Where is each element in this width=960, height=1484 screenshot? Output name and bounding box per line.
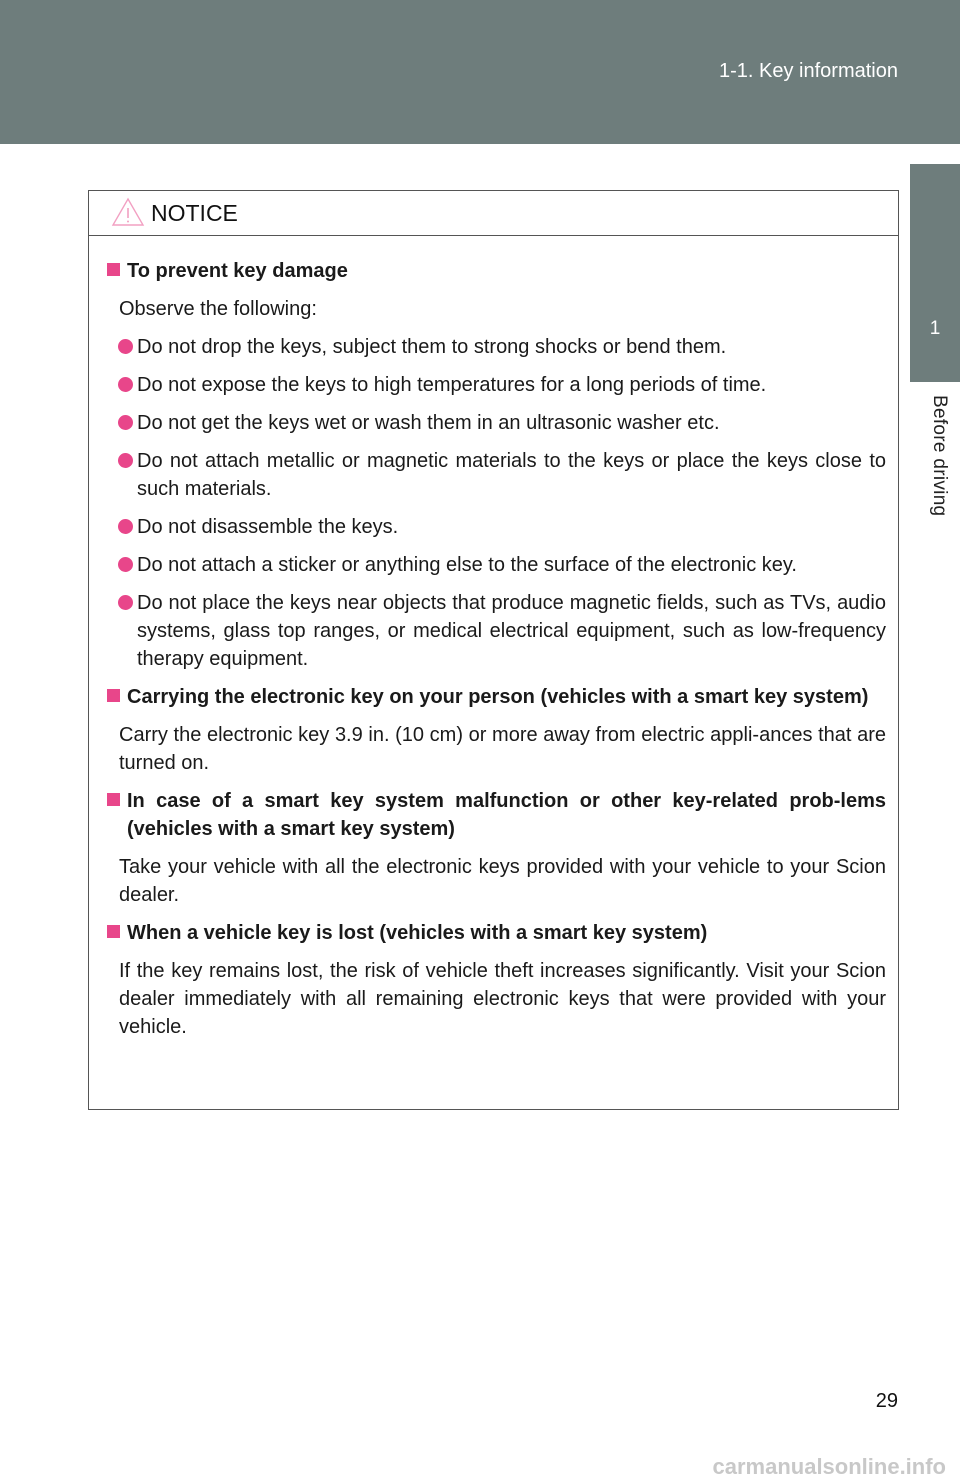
page-number: 29 (875, 1390, 898, 1412)
chapter-number: 1 (929, 318, 941, 339)
notice-box (88, 190, 899, 1110)
notice-header (89, 191, 898, 236)
warning-triangle-icon (111, 197, 145, 227)
section-text: Observe the following: (119, 298, 317, 320)
section-text: Take your vehicle with all the electronic keys provided with your vehicle to your Scion dealer. (119, 856, 886, 906)
chapter-tab (910, 164, 960, 382)
list-item: Do not expose the keys to high temperatures for a long periods of time. (107, 371, 886, 399)
list-item: Do not drop the keys, subject them to strong shocks or bend them. (107, 333, 886, 361)
watermark: carmanualsonline.info (712, 1454, 946, 1479)
list-item: Do not attach a sticker or anything else to the surface of the electronic key. (107, 551, 886, 579)
chapter-label: Before driving (929, 395, 950, 517)
section-heading: To prevent key damage (107, 257, 886, 285)
notice-body (89, 236, 898, 1041)
section-heading: In case of a smart key system malfunction or other key-related prob-lems (vehicles with a smart key system) (107, 787, 886, 843)
section-text: Carry the electronic key 3.9 in. (10 cm) or more away from electric appli-ances that are turned on. (119, 724, 886, 774)
notice-title: NOTICE (151, 200, 238, 226)
section-text: If the key remains lost, the risk of vehicle theft increases significantly. Visit your Scion dealer immediately with all remaining electronic keys that were provided with your vehicle. (119, 960, 886, 1038)
list-item: Do not get the keys wet or wash them in an ultrasonic washer etc. (107, 409, 886, 437)
page-header (0, 0, 960, 144)
list-item: Do not attach metallic or magnetic materials to the keys or place the keys close to such materials. (107, 447, 886, 503)
section-title: 1-1. Key information (719, 60, 898, 82)
section-heading: Carrying the electronic key on your person (vehicles with a smart key system) (107, 683, 886, 711)
list-item: Do not disassemble the keys. (107, 513, 886, 541)
list-item: Do not place the keys near objects that produce magnetic fields, such as TVs, audio systems, glass top ranges, or medical electrical equipment, such as low-frequency therapy equipment. (107, 589, 886, 673)
section-heading: When a vehicle key is lost (vehicles with a smart key system) (107, 919, 886, 947)
